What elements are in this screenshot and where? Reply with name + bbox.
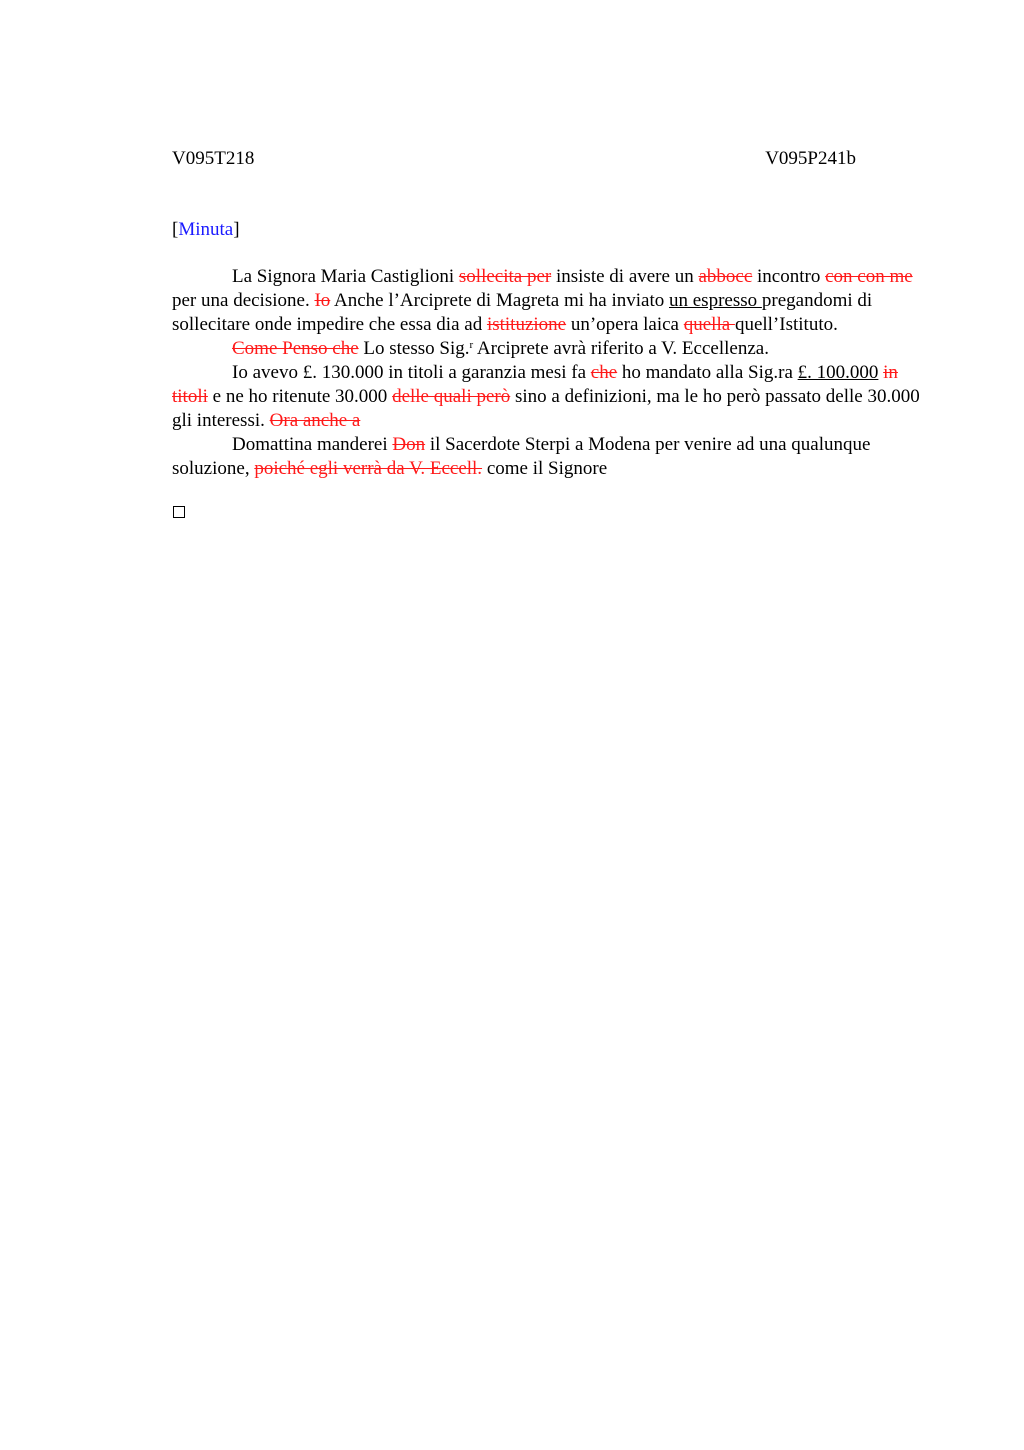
p1-deleted-4: Io <box>314 290 331 311</box>
p1-text-3: incontro <box>752 266 826 287</box>
p1-deleted-1: sollecita per <box>458 266 552 287</box>
p4-text-3: come il Signore <box>482 458 608 479</box>
p3-deleted-4: Ora anche a <box>269 410 361 431</box>
p3-deleted-2: in titoli <box>172 362 898 407</box>
p1-text-2: insiste di avere un <box>551 266 699 287</box>
label-word: Minuta <box>178 219 234 240</box>
p3-underlined-1: £. 100.000 <box>797 362 879 383</box>
paragraph-2 <box>172 337 932 361</box>
p2-deleted-1: Come Penso che <box>232 338 359 359</box>
paragraph-1 <box>172 265 932 337</box>
p1-text-6: pregandomi di sollecitare onde impedire che essa dia ad <box>172 290 873 335</box>
p2-superscript: r <box>469 339 474 351</box>
document-code-right: V095P241b <box>765 148 856 169</box>
letter-body <box>172 265 932 481</box>
p1-deleted-3: con con me <box>825 266 913 287</box>
p3-deleted-1: che <box>590 362 618 383</box>
empty-checkbox-icon <box>173 506 185 518</box>
paragraph-3 <box>172 361 932 433</box>
p1-deleted-5: istituzione <box>486 314 567 335</box>
p4-text-2: il Sacerdote Sterpi a Modena per venire ad una qualunque soluzione, <box>172 434 871 479</box>
p1-underlined-1: un espresso <box>669 290 762 311</box>
p2-text-2: Arciprete avrà riferito a V. Eccellenza. <box>473 338 769 359</box>
p4-text-1: Domattina manderei <box>232 434 393 455</box>
document-code-left: V095T218 <box>172 148 255 169</box>
p1-text-7: un’opera laica <box>566 314 684 335</box>
label-close-bracket: ] <box>233 219 240 240</box>
p3-deleted-3: delle quali però <box>392 386 511 407</box>
label-open-bracket: [ <box>172 219 179 240</box>
paragraph-4 <box>172 433 932 481</box>
p2-text-1: Lo stesso Sig. <box>358 338 470 359</box>
p1-text-5: Anche l’Arciprete di Magreta mi ha inviato <box>330 290 669 311</box>
p1-deleted-2: abbocc <box>698 266 753 287</box>
p1-text-4: per una decisione. <box>172 290 315 311</box>
p3-text-5: sino a definizioni, ma le ho però passato delle 30.000 gli interessi. <box>172 386 920 431</box>
p3-text-4: e ne ho ritenute 30.000 <box>207 386 393 407</box>
p1-text-1: La Signora Maria Castiglioni <box>232 266 459 287</box>
p4-deleted-2: poiché egli verrà da V. Eccell. <box>254 458 483 479</box>
p1-text-8: quell’Istituto. <box>734 314 838 335</box>
p1-deleted-6: quella <box>683 314 735 335</box>
p3-text-2: ho mandato alla Sig.ra <box>617 362 798 383</box>
p3-text-1: Io avevo £. 130.000 in titoli a garanzia mesi fa <box>232 362 591 383</box>
minuta-label <box>172 219 240 241</box>
p4-deleted-1: Don <box>392 434 426 455</box>
